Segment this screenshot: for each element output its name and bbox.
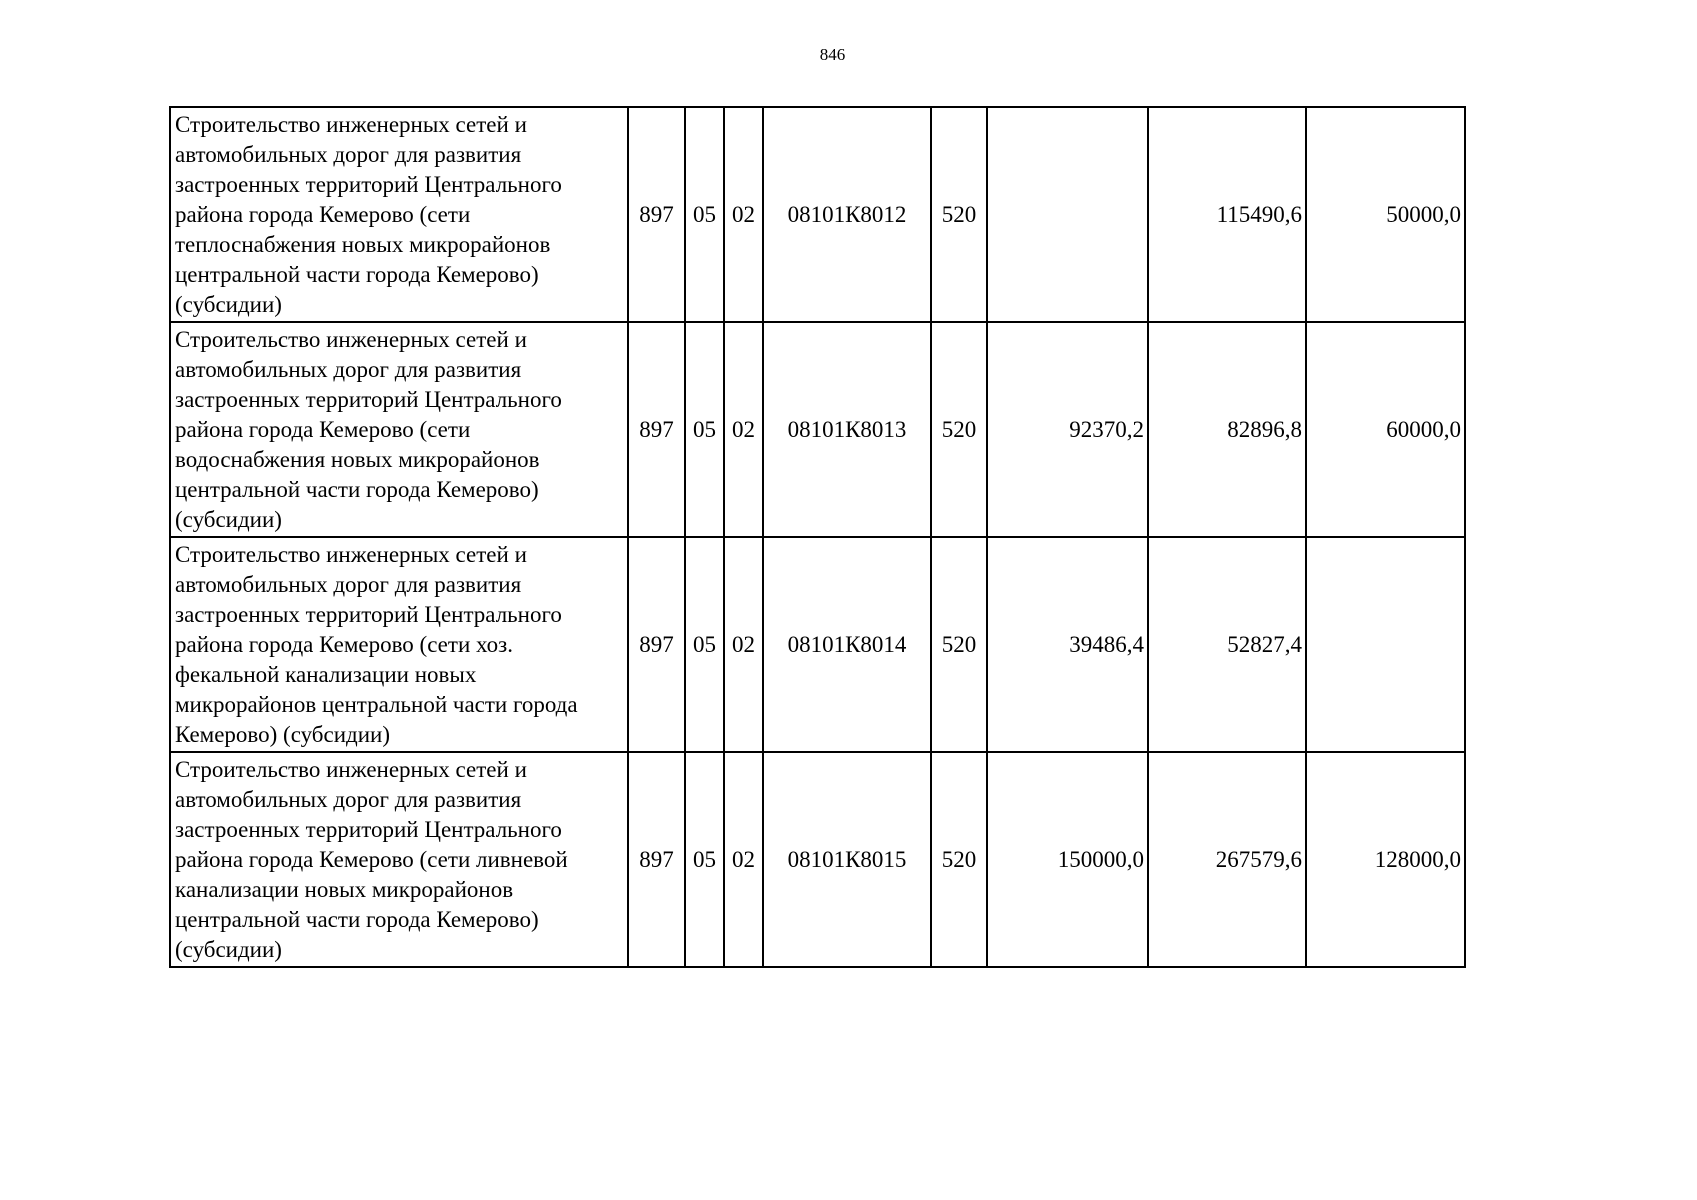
table-row xyxy=(170,752,1465,967)
section-code: 05 xyxy=(685,322,724,537)
subsection-code: 02 xyxy=(724,322,763,537)
expense-type-code: 520 xyxy=(931,752,987,967)
target-article-code: 08101К8014 xyxy=(763,537,931,752)
amount-2: 82896,8 xyxy=(1148,322,1306,537)
expense-type-code: 520 xyxy=(931,107,987,322)
row-description: Строительство инженерных сетей и автомобильных дорог для развития застроенных территорий Центрального района города Кемерово (сети ливневой канализации новых микрорайонов центральной части города Кемерово) (субсидии) xyxy=(170,752,628,967)
page-number: 846 xyxy=(819,45,846,64)
section-code: 05 xyxy=(685,752,724,967)
amount-2: 52827,4 xyxy=(1148,537,1306,752)
expense-type-code: 520 xyxy=(931,537,987,752)
target-article-code: 08101К8015 xyxy=(763,752,931,967)
amount-3: 50000,0 xyxy=(1306,107,1465,322)
target-article-code: 08101К8012 xyxy=(763,107,931,322)
expense-type-code: 520 xyxy=(931,322,987,537)
target-article-code: 08101К8013 xyxy=(763,322,931,537)
section-code: 05 xyxy=(685,537,724,752)
amount-2: 267579,6 xyxy=(1148,752,1306,967)
amount-3: 60000,0 xyxy=(1306,322,1465,537)
amount-2: 115490,6 xyxy=(1148,107,1306,322)
amount-1 xyxy=(987,107,1148,322)
amount-1: 39486,4 xyxy=(987,537,1148,752)
row-description: Строительство инженерных сетей и автомобильных дорог для развития застроенных территорий Центрального района города Кемерово (сети хоз. фекальной канализации новых микрорайонов центральной части города Кемерово) (субсидии) xyxy=(170,537,628,752)
table-row xyxy=(170,322,1465,537)
subsection-code: 02 xyxy=(724,107,763,322)
ministry-code: 897 xyxy=(628,537,685,752)
amount-1: 92370,2 xyxy=(987,322,1148,537)
subsection-code: 02 xyxy=(724,537,763,752)
section-code: 05 xyxy=(685,107,724,322)
subsection-code: 02 xyxy=(724,752,763,967)
row-description: Строительство инженерных сетей и автомобильных дорог для развития застроенных территорий Центрального района города Кемерово (сети водоснабжения новых микрорайонов центральной части города Кемерово) (субсидии) xyxy=(170,322,628,537)
row-description: Строительство инженерных сетей и автомобильных дорог для развития застроенных территорий Центрального района города Кемерово (сети теплоснабжения новых микрорайонов центральной части города Кемерово) (субсидии) xyxy=(170,107,628,322)
amount-3: 128000,0 xyxy=(1306,752,1465,967)
table-row xyxy=(170,107,1465,322)
ministry-code: 897 xyxy=(628,322,685,537)
budget-table xyxy=(169,106,1466,968)
ministry-code: 897 xyxy=(628,107,685,322)
table-row xyxy=(170,537,1465,752)
ministry-code: 897 xyxy=(628,752,685,967)
amount-1: 150000,0 xyxy=(987,752,1148,967)
amount-3 xyxy=(1306,537,1465,752)
